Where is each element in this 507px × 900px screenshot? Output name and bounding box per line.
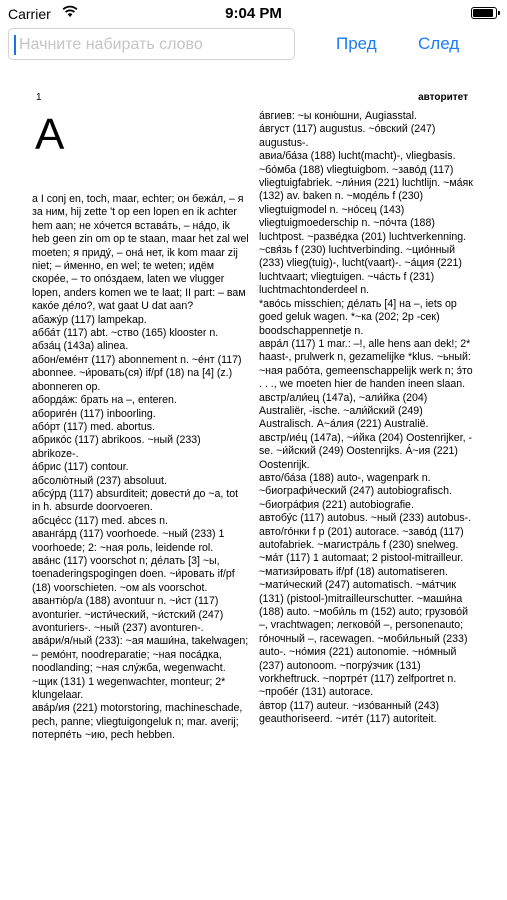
dictionary-entry: або́рт (117) med. abortus. (32, 420, 155, 433)
carrier-label: Carrier (8, 6, 51, 22)
dictionary-entry: абза́ц (143a) alinea. (32, 340, 129, 353)
dictionary-page (29, 86, 482, 826)
section-letter: А (35, 110, 65, 159)
prev-button[interactable]: Пред (336, 34, 377, 53)
dictionary-entry: австр/али́ец (147a), ~али́йка (204) Australiër, -ische. ~али́йский (249) Australisch. А~а́лия (221) Australië. (259, 391, 429, 431)
dictionary-entry: австр/ие́ц (147a), ~и́йка (204) Oostenrijker, -se. ~и́йский (249) Oostenrijks. А́~ия (221) Oostenrijk. (259, 431, 473, 471)
dictionary-entry: авиа/ба́за (188) lucht(macht)-, vliegbasis. ~бо́мба (188) vliegtuigbom. ~заво́д (117) vliegtuigfabriek. ~ли́ния (221) luchtlijn. ~ма́як (132) av. baken n. ~моде́ль f (230) vliegtuigmodel n. ~но́сец (143) vliegtuigmoederschip n. ~по́чта (188) luchtpost. ~разве́дка (201) luchtverkenning. ~свя́зь f (230) luchtverbinding. ~цио́нный (233) vlieg(tuig)-, lucht(vaart)-. ~а́ция (221) luchtvaart; vliegtuigen. ~ча́сть f (231) luchtmachtonderdeel n. (259, 150, 473, 297)
search-input[interactable] (19, 32, 289, 58)
dictionary-entry: авто/ба́за (188) auto-, wagenpark n. ~биографи́ческий (247) autobiografisch. ~биогра́фия (221) autobiografie. (259, 471, 452, 511)
left-column (32, 193, 249, 743)
running-head: авторитет (418, 92, 468, 103)
dictionary-entry: а́втор (117) auteur. ~изо́ванный (243) geauthoriseerd. ~ите́т (117) autoriteit. (259, 699, 440, 726)
text-cursor (14, 35, 16, 55)
battery-level (473, 9, 493, 17)
dictionary-entry: абордáж: брать на –, enteren. (32, 394, 177, 407)
right-column (259, 110, 476, 727)
dictionary-entry: а́вгуст (117) augustus. ~о́вский (247) augustus-. (259, 123, 436, 149)
dictionary-entry: аванга́рд (117) voorhoede. ~ный (233) 1 voorhoede; 2: ~ная роль, leidende rol. (32, 528, 225, 554)
dictionary-entry: автобу́с (117) autobus. ~ный (233) autobus-. (259, 512, 472, 525)
dictionary-entry: абрико́с (117) abrikoos. ~ный (233) abrikoze-. (32, 434, 201, 460)
page-number: 1 (36, 92, 42, 103)
status-bar (0, 0, 507, 28)
dictionary-entry: авра́л (117) 1 mar.: –!, alle hens aan dek!; 2* haast-, prulwerk n, gezamelijke *klus. ~ьный: ~ная рабо́та, gemeenschappelijk werk n; э́то . . ., we moeten hier de handen ineen slaan. (259, 337, 473, 391)
dictionary-entry: абсолю́тный (237) absoluut. (32, 474, 167, 487)
dictionary-entry: абажу́р (117) lampekap. (32, 313, 147, 326)
next-button[interactable]: След (418, 34, 460, 53)
dictionary-entry: абсу́рд (117) absurditeit; довести́ до ~а, tot in h. absurde doorvoeren. (32, 487, 239, 514)
dictionary-entry: *аво́сь misschien; де́лать [4] на –, iets op goed geluk wagen. *~ка (202; 2p -сек) boodschappennetje n. (259, 297, 457, 337)
search-box[interactable] (8, 28, 295, 60)
dictionary-entry: а I conj en, toch, maar, echter; он бежа́л, – я за ним, hij zette 't op een lopen en ik achter hem aan; не хо́чется встава́ть, – на́до, ik heb geen zin om op te staan, maar het zal wel moeten; я приду́, – она́ нет, ik kom maar zij niet; – и́менно, en wel; te weten; идём скоре́е, – то опо́здаем, laten we vlugger lopen, anders komen we te laat; II part: – вам како́е де́ло?, wat gaat U dat aan? (32, 193, 249, 313)
dictionary-entry: ава́нс (117) voorschot n; де́лать [3] ~ы, toenaderingspogingen doen. ~и́ровать if/pf (18) voorschieten. ~ом als voorschot. (32, 554, 235, 594)
dictionary-entry: а́вгиев: ~ы коню́шни, Augiasstal. (259, 110, 417, 122)
search-toolbar (0, 28, 507, 64)
dictionary-entry: а́брис (117) contour. (32, 461, 129, 474)
dictionary-entry: ава́р/ия (221) motorstoring, machineschade, pech, panne; vliegtuigongeluk n; mar. averij; потерпе́ть ~ию, pech hebben. (32, 702, 243, 742)
dictionary-entry: абон/еме́нт (117) abonnement n. ~е́нт (117) abonnee. ~и́ровать(ся) if/pf (18) na [4] (z.) abonneren op. (32, 353, 242, 393)
status-time: 9:04 PM (225, 5, 282, 22)
dictionary-entry: ава́ри/я/ный (233): ~ая маши́на, takelwagen; – ремо́нт, noodreparatie; ~ная поса́дка, noodlanding; ~ная слу́жба, wegenwacht. ~щик (131) 1 wegenwachter, monteur; 2* klungelaar. (32, 635, 249, 702)
dictionary-entry: абориге́н (117) inboorling. (32, 407, 156, 420)
dictionary-entry: абба́т (117) abt. ~ство (165) klooster n. (32, 327, 219, 340)
dictionary-entry: авто/го́нки f p (201) autorace. ~заво́д (117) autofabriek. ~магистра́ль f (230) snelweg. ~ма́т (117) 1 automaat; 2 pistool-mitrailleur. ~матизи́ровать if/pf (18) automatiseren. ~мати́ческий (247) automatisch. ~ма́тчик (131) (pistool-)mitrailleurschutter. ~маши́на (188) auto. ~моби́ль m (152) auto; грузово́й –, vrachtwagen; легково́й –, personenauto; го́ночный –, racewagen. ~моби́льный (233) auto-. ~но́мия (221) autonomie. ~но́мный (237) autonoom. ~погру́зчик (131) vorkheftruck. ~портре́т (117) zelfportret n. ~пробе́г (131) autorace. (259, 525, 468, 699)
dictionary-entry: абсце́сс (117) med. abces n. (32, 514, 168, 527)
battery-icon (471, 7, 497, 19)
dictionary-entry: авантю́р/а (188) avontuur n. ~и́ст (117) avonturier. ~исти́ческий, ~и́стский (247) avonturiers-. ~ный (237) avonturen-. (32, 595, 224, 634)
